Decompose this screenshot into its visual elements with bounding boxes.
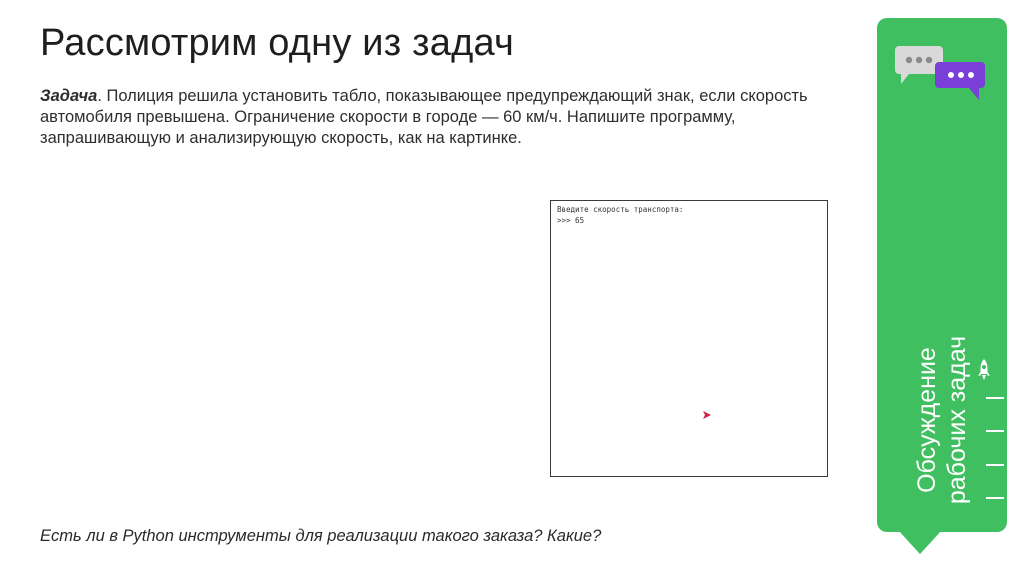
side-panel-pointer bbox=[898, 530, 942, 554]
chat-bubbles-icon bbox=[895, 42, 987, 106]
task-label: Задача bbox=[40, 87, 98, 105]
slide-title: Рассмотрим одну из задач bbox=[40, 22, 514, 64]
console-prompt: Введите скорость транспорта: bbox=[557, 205, 684, 214]
panel-tick bbox=[986, 464, 1004, 466]
rocket-icon bbox=[976, 358, 992, 382]
panel-tick bbox=[986, 397, 1004, 399]
panel-tick bbox=[986, 497, 1004, 499]
question-text: Есть ли в Python инструменты для реализации такого заказа? Какие? bbox=[40, 527, 602, 545]
side-panel-label: Обсуждение рабочих задач bbox=[913, 335, 971, 505]
red-arrow-icon bbox=[702, 410, 712, 420]
panel-tick bbox=[986, 430, 1004, 432]
task-description bbox=[40, 86, 840, 149]
task-text: . Полиция решила установить табло, показывающее предупреждающий знак, если скорость автомобиля превышена. Ограничение скорости в городе — 60 км/ч. Напишите программу, запрашивающую и анализирующую скорость, как на картинке. bbox=[40, 87, 808, 147]
console-screenshot bbox=[550, 200, 828, 477]
console-input: >>> 65 bbox=[557, 216, 585, 225]
